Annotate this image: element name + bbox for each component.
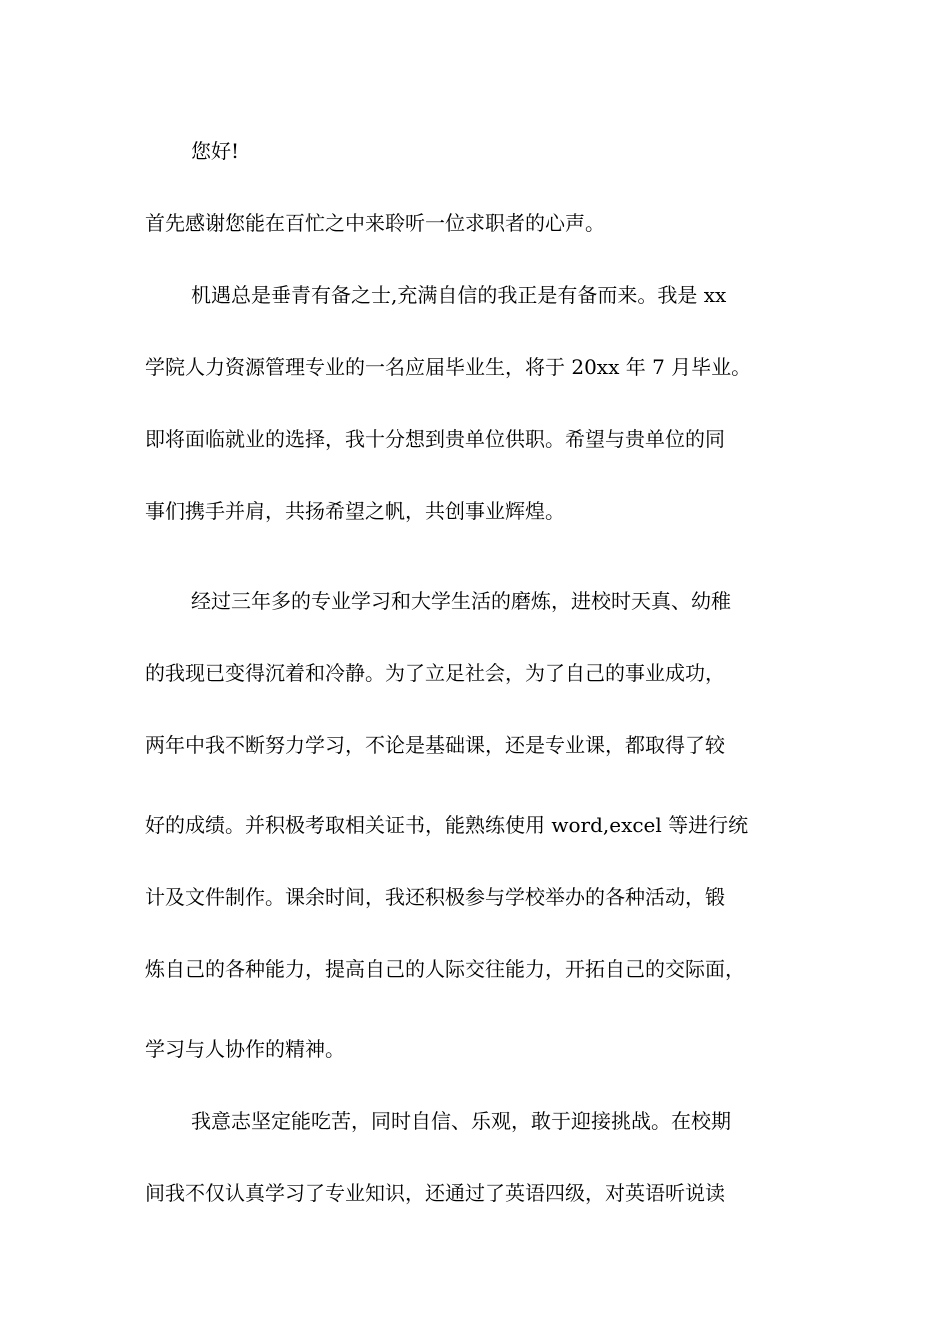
text-line: 经过三年多的专业学习和大学生活的磨炼，进校时天真、幼稚 xyxy=(191,589,731,613)
text-line: 首先感谢您能在百忙之中来聆听一位求职者的心声。 xyxy=(145,211,605,235)
text-line: 好的成绩。并积极考取相关证书，能熟练使用 word,excel 等进行统 xyxy=(145,813,749,837)
text-line: 我意志坚定能吃苦，同时自信、乐观，敢于迎接挑战。在校期 xyxy=(191,1109,731,1133)
text-line: 计及文件制作。课余时间，我还积极参与学校举办的各种活动，锻 xyxy=(145,885,725,909)
text-line: 即将面临就业的选择，我十分想到贵单位供职。希望与贵单位的同 xyxy=(145,427,725,451)
text-line: 炼自己的各种能力，提高自己的人际交往能力，开拓自己的交际面， xyxy=(145,957,745,981)
greeting-line: 您好! xyxy=(191,139,240,163)
text-line: 学习与人协作的精神。 xyxy=(145,1037,345,1061)
text-line: 事们携手并肩，共扬希望之帆，共创事业辉煌。 xyxy=(145,499,565,523)
text-line: 两年中我不断努力学习，不论是基础课，还是专业课，都取得了较 xyxy=(145,733,725,757)
text-line: 学院人力资源管理专业的一名应届毕业生，将于 20xx 年 7 月毕业。 xyxy=(145,355,752,379)
text-line: 间我不仅认真学习了专业知识，还通过了英语四级，对英语听说读 xyxy=(145,1181,725,1205)
text-line: 机遇总是垂青有备之士,充满自信的我正是有备而来。我是 xx xyxy=(191,283,727,307)
text-line: 的我现已变得沉着和冷静。为了立足社会，为了自己的事业成功， xyxy=(145,661,725,685)
